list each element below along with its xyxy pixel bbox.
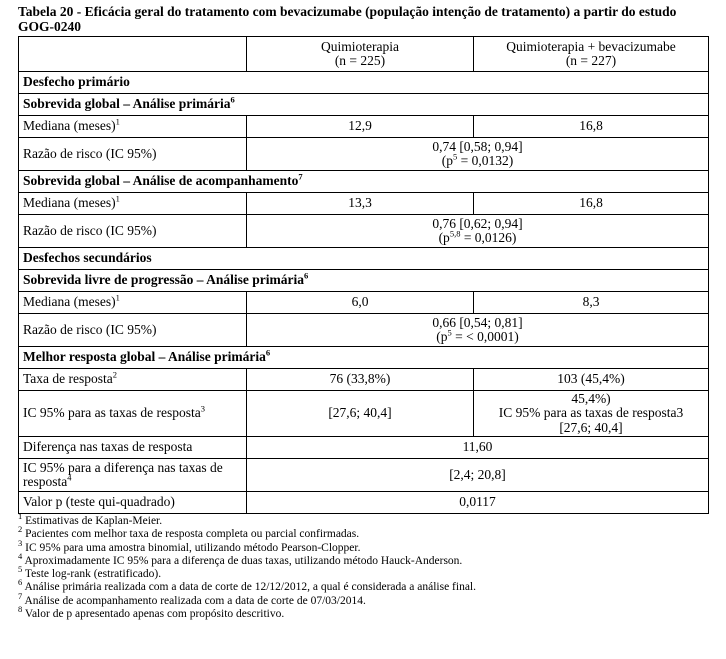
- section-pfs: Sobrevida livre de progressão – Análise primária$^6$: [19, 270, 709, 292]
- footnotes: [18, 511, 712, 621]
- table-row: [19, 138, 709, 171]
- section-secondary-endpoints: Desfechos secundários: [19, 248, 709, 270]
- section-os-followup: Sobrevida global – Análise de acompanhamento$^7$: [19, 171, 709, 193]
- table-row: [19, 492, 709, 514]
- table-row: [19, 369, 709, 391]
- cell-value: 6,0: [247, 292, 474, 314]
- efficacy-table: [18, 36, 709, 514]
- cell-value: [27,6; 40,4]: [247, 391, 474, 437]
- footnote: $^6$ Análise primária realizada com a data de corte de 12/12/2012, a qual é considerada a análise final.: [18, 577, 476, 594]
- header-empty-cell: [19, 37, 247, 72]
- header-chemo: Quimioterapia (n = 225): [247, 37, 474, 72]
- cell-value: [2,4; 20,8]: [247, 459, 709, 492]
- table-row: [19, 437, 709, 459]
- table-row: [19, 391, 709, 437]
- cell-value: 0,66 [0,54; 0,81] ($p^5$ = < 0,0001): [247, 314, 709, 347]
- table-row: [19, 215, 709, 248]
- table-row: [19, 292, 709, 314]
- footnote: $^1$ Estimativas de Kaplan-Meier.: [18, 511, 163, 527]
- row-label: Taxa de resposta$^2$: [19, 369, 247, 391]
- footnote: $^5$ Teste log-rank (estratificado).: [18, 564, 162, 581]
- row-label: Mediana (meses)$^1$: [19, 292, 247, 314]
- row-label: Mediana (meses)$^1$: [19, 116, 247, 138]
- table-row: [19, 314, 709, 347]
- table-title: Tabela 20 - Eficácia geral do tratamento com bevacizumabe (população intenção de tratamento) a partir do estudo GOG-0240: [18, 4, 677, 34]
- cell-value: 13,3: [247, 193, 474, 215]
- row-label: Valor p (teste qui-quadrado): [19, 492, 247, 514]
- header-row: [19, 37, 709, 72]
- table-row: [19, 193, 709, 215]
- row-label: IC 95% para as taxas de resposta$^3$: [19, 391, 247, 437]
- row-label: IC 95% para a diferença nas taxas de resposta$^4$: [19, 459, 247, 492]
- footnote: $^2$ Pacientes com melhor taxa de resposta completa ou parcial confirmadas.: [18, 524, 360, 541]
- cell-value: 0,76 [0,62; 0,94] $(p^{5,8} = 0,0126)$: [247, 215, 709, 248]
- cell-value: 0,0117: [247, 492, 709, 514]
- table-row: [19, 116, 709, 138]
- footnote: $^3$ IC 95% para uma amostra binomial, utilizando método Pearson-Clopper.: [18, 537, 361, 554]
- cell-value: 11,60: [247, 437, 709, 459]
- cell-value: 16,8: [474, 116, 709, 138]
- section-best-response: Melhor resposta global – Análise primária$^6$: [19, 347, 709, 369]
- cell-value: 76 (33,8%): [247, 369, 474, 391]
- footnote: $^7$ Análise de acompanhamento realizada com a data de corte de 07/03/2014.: [18, 590, 366, 607]
- row-label: Razão de risco (IC 95%): [19, 215, 247, 248]
- table-row: [19, 459, 709, 492]
- row-label: Diferença nas taxas de resposta: [19, 437, 247, 459]
- section-primary-endpoint: Desfecho primário: [19, 72, 709, 94]
- cell-value: 12,9: [247, 116, 474, 138]
- cell-value: 8,3: [474, 292, 709, 314]
- header-chemo-bev: Quimioterapia + bevacizumabe (n = 227): [474, 37, 709, 72]
- footnote: $^4$ Aproximadamente IC 95% para a diferença de duas taxas, utilizando método Hauck-Anderson.: [18, 551, 463, 567]
- row-label: Mediana (meses)$^1$: [19, 193, 247, 215]
- cell-value: 0,74 [0,58; 0,94] $(p^5 = 0,0132)$: [247, 138, 709, 171]
- cell-value: 103 (45,4%): [474, 369, 709, 391]
- cell-value: 16,8: [474, 193, 709, 215]
- cell-value: 45,4%) IC 95% para as taxas de resposta3 [27,6; 40,4]: [474, 391, 709, 437]
- section-os-primary: Sobrevida global – Análise primária$^6$: [19, 94, 709, 116]
- row-label: Razão de risco (IC 95%): [19, 314, 247, 347]
- row-label: Razão de risco (IC 95%): [19, 138, 247, 171]
- footnote: $^8$ Valor de p apresentado apenas com propósito descritivo.: [18, 604, 285, 621]
